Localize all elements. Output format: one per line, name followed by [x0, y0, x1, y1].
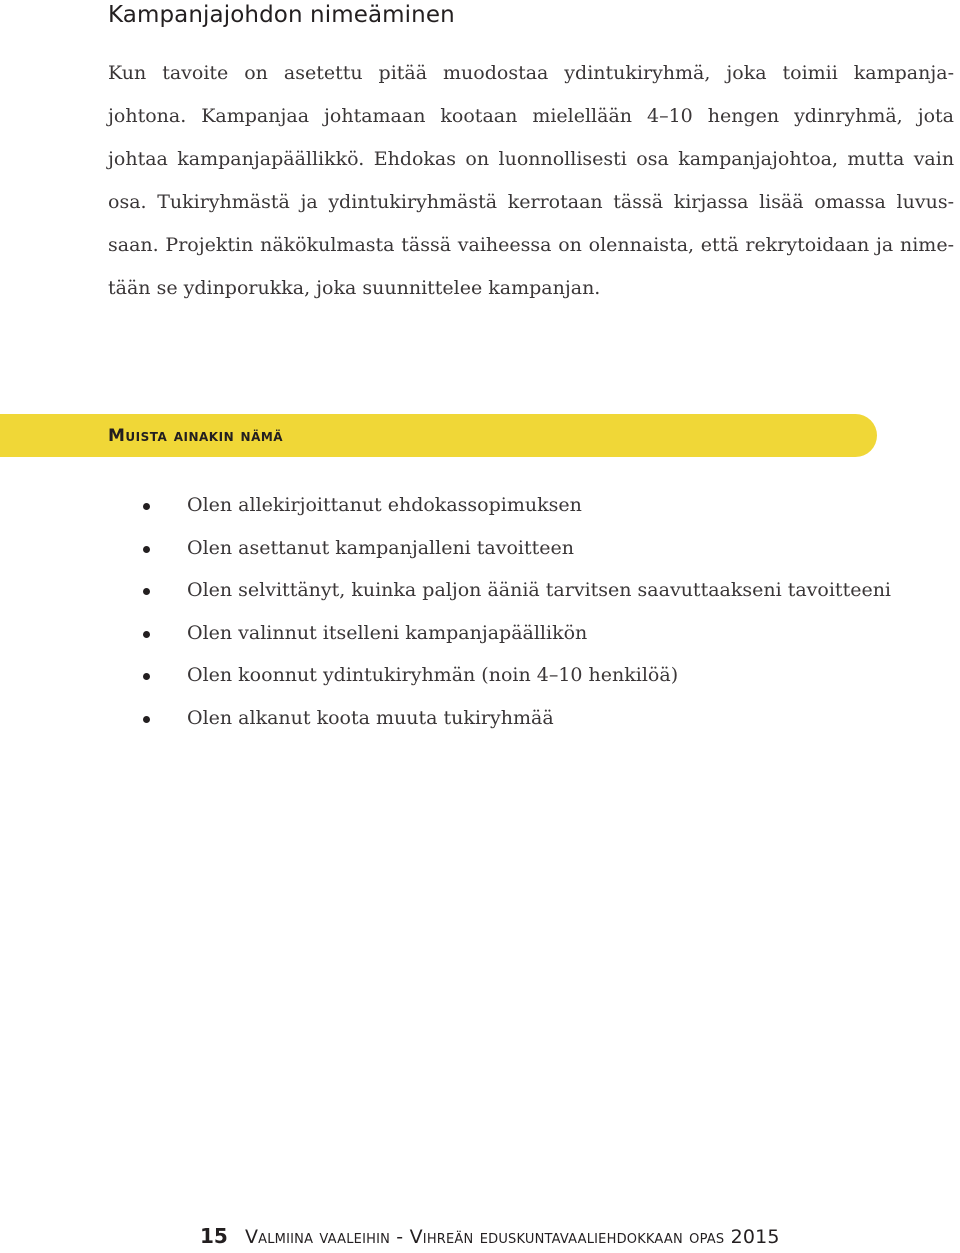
bullet-icon: [143, 588, 150, 595]
checklist-item-text: Olen alkanut koota muuta tukiryhmää: [187, 706, 554, 729]
paragraph-line: saan. Projektin näkökulmasta tässä vaiheessa on olennaista, että rekrytoidaan ja nime-: [108, 234, 954, 256]
checklist-item-text: Olen allekirjoittanut ehdokassopimuksen: [187, 494, 582, 516]
section-heading: Kampanjajohdon nimeäminen: [108, 2, 455, 28]
publication-title: Valmiina vaaleihin - Vihreän eduskuntavaaliehdokkaan opas 2015: [244, 1226, 780, 1248]
bullet-icon: [143, 673, 150, 680]
page-number: 15: [200, 1224, 228, 1248]
page-footer: [200, 1224, 780, 1248]
paragraph-line: tään se ydinporukka, joka suunnittelee kampanjan.: [108, 277, 601, 299]
section-paragraph: [108, 52, 954, 310]
checklist-item-text: Olen asettanut kampanjalleni tavoitteen: [187, 536, 575, 559]
checklist-banner: [0, 414, 877, 457]
checklist-item-text: Olen valinnut itselleni kampanjapäällikön: [187, 621, 588, 644]
bullet-icon: [143, 631, 150, 638]
bullet-icon: [143, 503, 150, 510]
bullet-icon: [143, 716, 150, 723]
paragraph-line: osa. Tukiryhmästä ja ydintukiryhmästä kerrotaan tässä kirjassa lisää omassa luvus-: [108, 191, 954, 213]
paragraph-line: johtona. Kampanjaa johtamaan kootaan mielellään 4–10 hengen ydinryhmä, jota: [108, 105, 954, 127]
paragraph-line: johtaa kampanjapäällikkö. Ehdokas on luonnollisesti osa kampanjajohtoa, mutta vain: [108, 148, 955, 170]
paragraph-line: Kun tavoite on asetettu pitää muodostaa ydintukiryhmä, joka toimii kampanja-: [108, 62, 954, 84]
checklist-title: Muista ainakin nämä: [108, 426, 284, 446]
bullet-icon: [143, 546, 150, 553]
checklist-item-text: Olen koonnut ydintukiryhmän (noin 4–10 henkilöä): [187, 664, 679, 687]
checklist-item-text: Olen selvittänyt, kuinka paljon ääniä tarvitsen saavuttaakseni tavoitteeni: [187, 579, 892, 602]
